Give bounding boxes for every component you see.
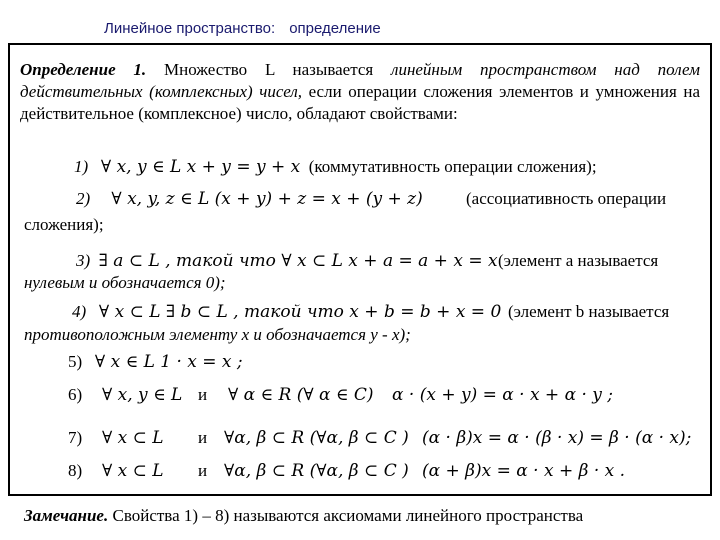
axiom-8-conjunction: и xyxy=(198,461,208,480)
axiom-8-number: 8) xyxy=(68,461,83,480)
axiom-6-number: 6) xyxy=(68,385,83,404)
remark-text: Свойства 1) – 8) называются аксиомами линейного пространства xyxy=(108,506,584,525)
slide-title xyxy=(104,20,381,37)
axiom-1 xyxy=(74,157,597,177)
axiom-4-formula: ∀ x ⊂ L ∃ b ⊂ L , такой что x + b = b + x = 0 xyxy=(98,302,502,322)
axiom-3-formula: ∃ a ⊂ L , такой что ∀ x ⊂ L x + a = a + x = x xyxy=(98,251,498,271)
axiom-1-number: 1) xyxy=(74,157,89,176)
axiom-8-quantifier: ∀ x ⊂ L xyxy=(102,461,164,481)
definition-frame xyxy=(8,43,712,496)
axiom-4-comment: (элемент b называется xyxy=(508,302,670,321)
axiom-6-quantifier: ∀ x, y ∈ L xyxy=(102,385,183,405)
axiom-3-number: 3) xyxy=(76,251,91,270)
definition-term: линейным пространством над полем действительных (комплексных) чисел, xyxy=(20,60,700,101)
axiom-3-comment: (элемент a называется xyxy=(498,251,659,270)
axiom-6-scalars: ∀ α ∈ R (∀ α ∈ C) xyxy=(228,385,374,405)
definition-paragraph xyxy=(20,59,700,125)
definition-text-b: если операции сложения элементов и умножения на действительное (комплексное) число, обладают свойствами: xyxy=(20,82,700,123)
slide-title-sub: определение xyxy=(289,20,381,37)
axiom-8-formula: (α + β)x = α · x + β · x . xyxy=(422,461,626,481)
axiom-2-comment: (ассоциативность операции xyxy=(466,189,667,208)
slide-title-main: Линейное пространство: xyxy=(104,20,276,37)
axiom-4-comment-cont: противоположным элементу x и обозначается y - x); xyxy=(24,325,411,344)
axiom-1-comment: (коммутативность операции сложения); xyxy=(308,157,597,176)
axiom-7-conjunction: и xyxy=(198,428,208,447)
axiom-8-scalars: ∀α, β ⊂ R (∀α, β ⊂ C ) xyxy=(224,461,409,481)
axiom-7-quantifier: ∀ x ⊂ L xyxy=(102,428,164,448)
axiom-4-number: 4) xyxy=(72,302,87,321)
axiom-7-number: 7) xyxy=(68,428,83,447)
definition-heading: Определение 1. xyxy=(20,60,147,79)
axiom-2-comment-cont: сложения); xyxy=(24,215,104,234)
axiom-2-formula: ∀ x, y, z ∈ L (x + y) + z = x + (y + z) xyxy=(111,189,423,209)
axiom-2 xyxy=(76,189,423,209)
axiom-7-formula: (α · β)x = α · (β · x) = β · (α · x); xyxy=(422,428,692,448)
axiom-7-scalars: ∀α, β ⊂ R (∀α, β ⊂ C ) xyxy=(224,428,409,448)
axiom-6-conjunction: и xyxy=(198,385,208,404)
axiom-4 xyxy=(72,302,501,322)
remark-heading: Замечание. xyxy=(24,506,109,525)
axiom-6-formula: α · (x + y) = α · x + α · y ; xyxy=(392,385,614,405)
definition-text-a: Множество L называется xyxy=(146,60,392,79)
axiom-3-comment-cont: нулевым и обозначается 0); xyxy=(24,273,226,292)
axiom-5-formula: ∀ x ∈ L 1 · x = x ; xyxy=(94,352,243,372)
axiom-3 xyxy=(76,251,498,271)
axiom-5-number: 5) xyxy=(68,352,83,371)
axiom-5 xyxy=(68,352,243,372)
axiom-1-formula: ∀ x, y ∈ L x + y = y + x xyxy=(100,157,301,177)
remark xyxy=(24,506,583,526)
axiom-2-number: 2) xyxy=(76,189,91,208)
